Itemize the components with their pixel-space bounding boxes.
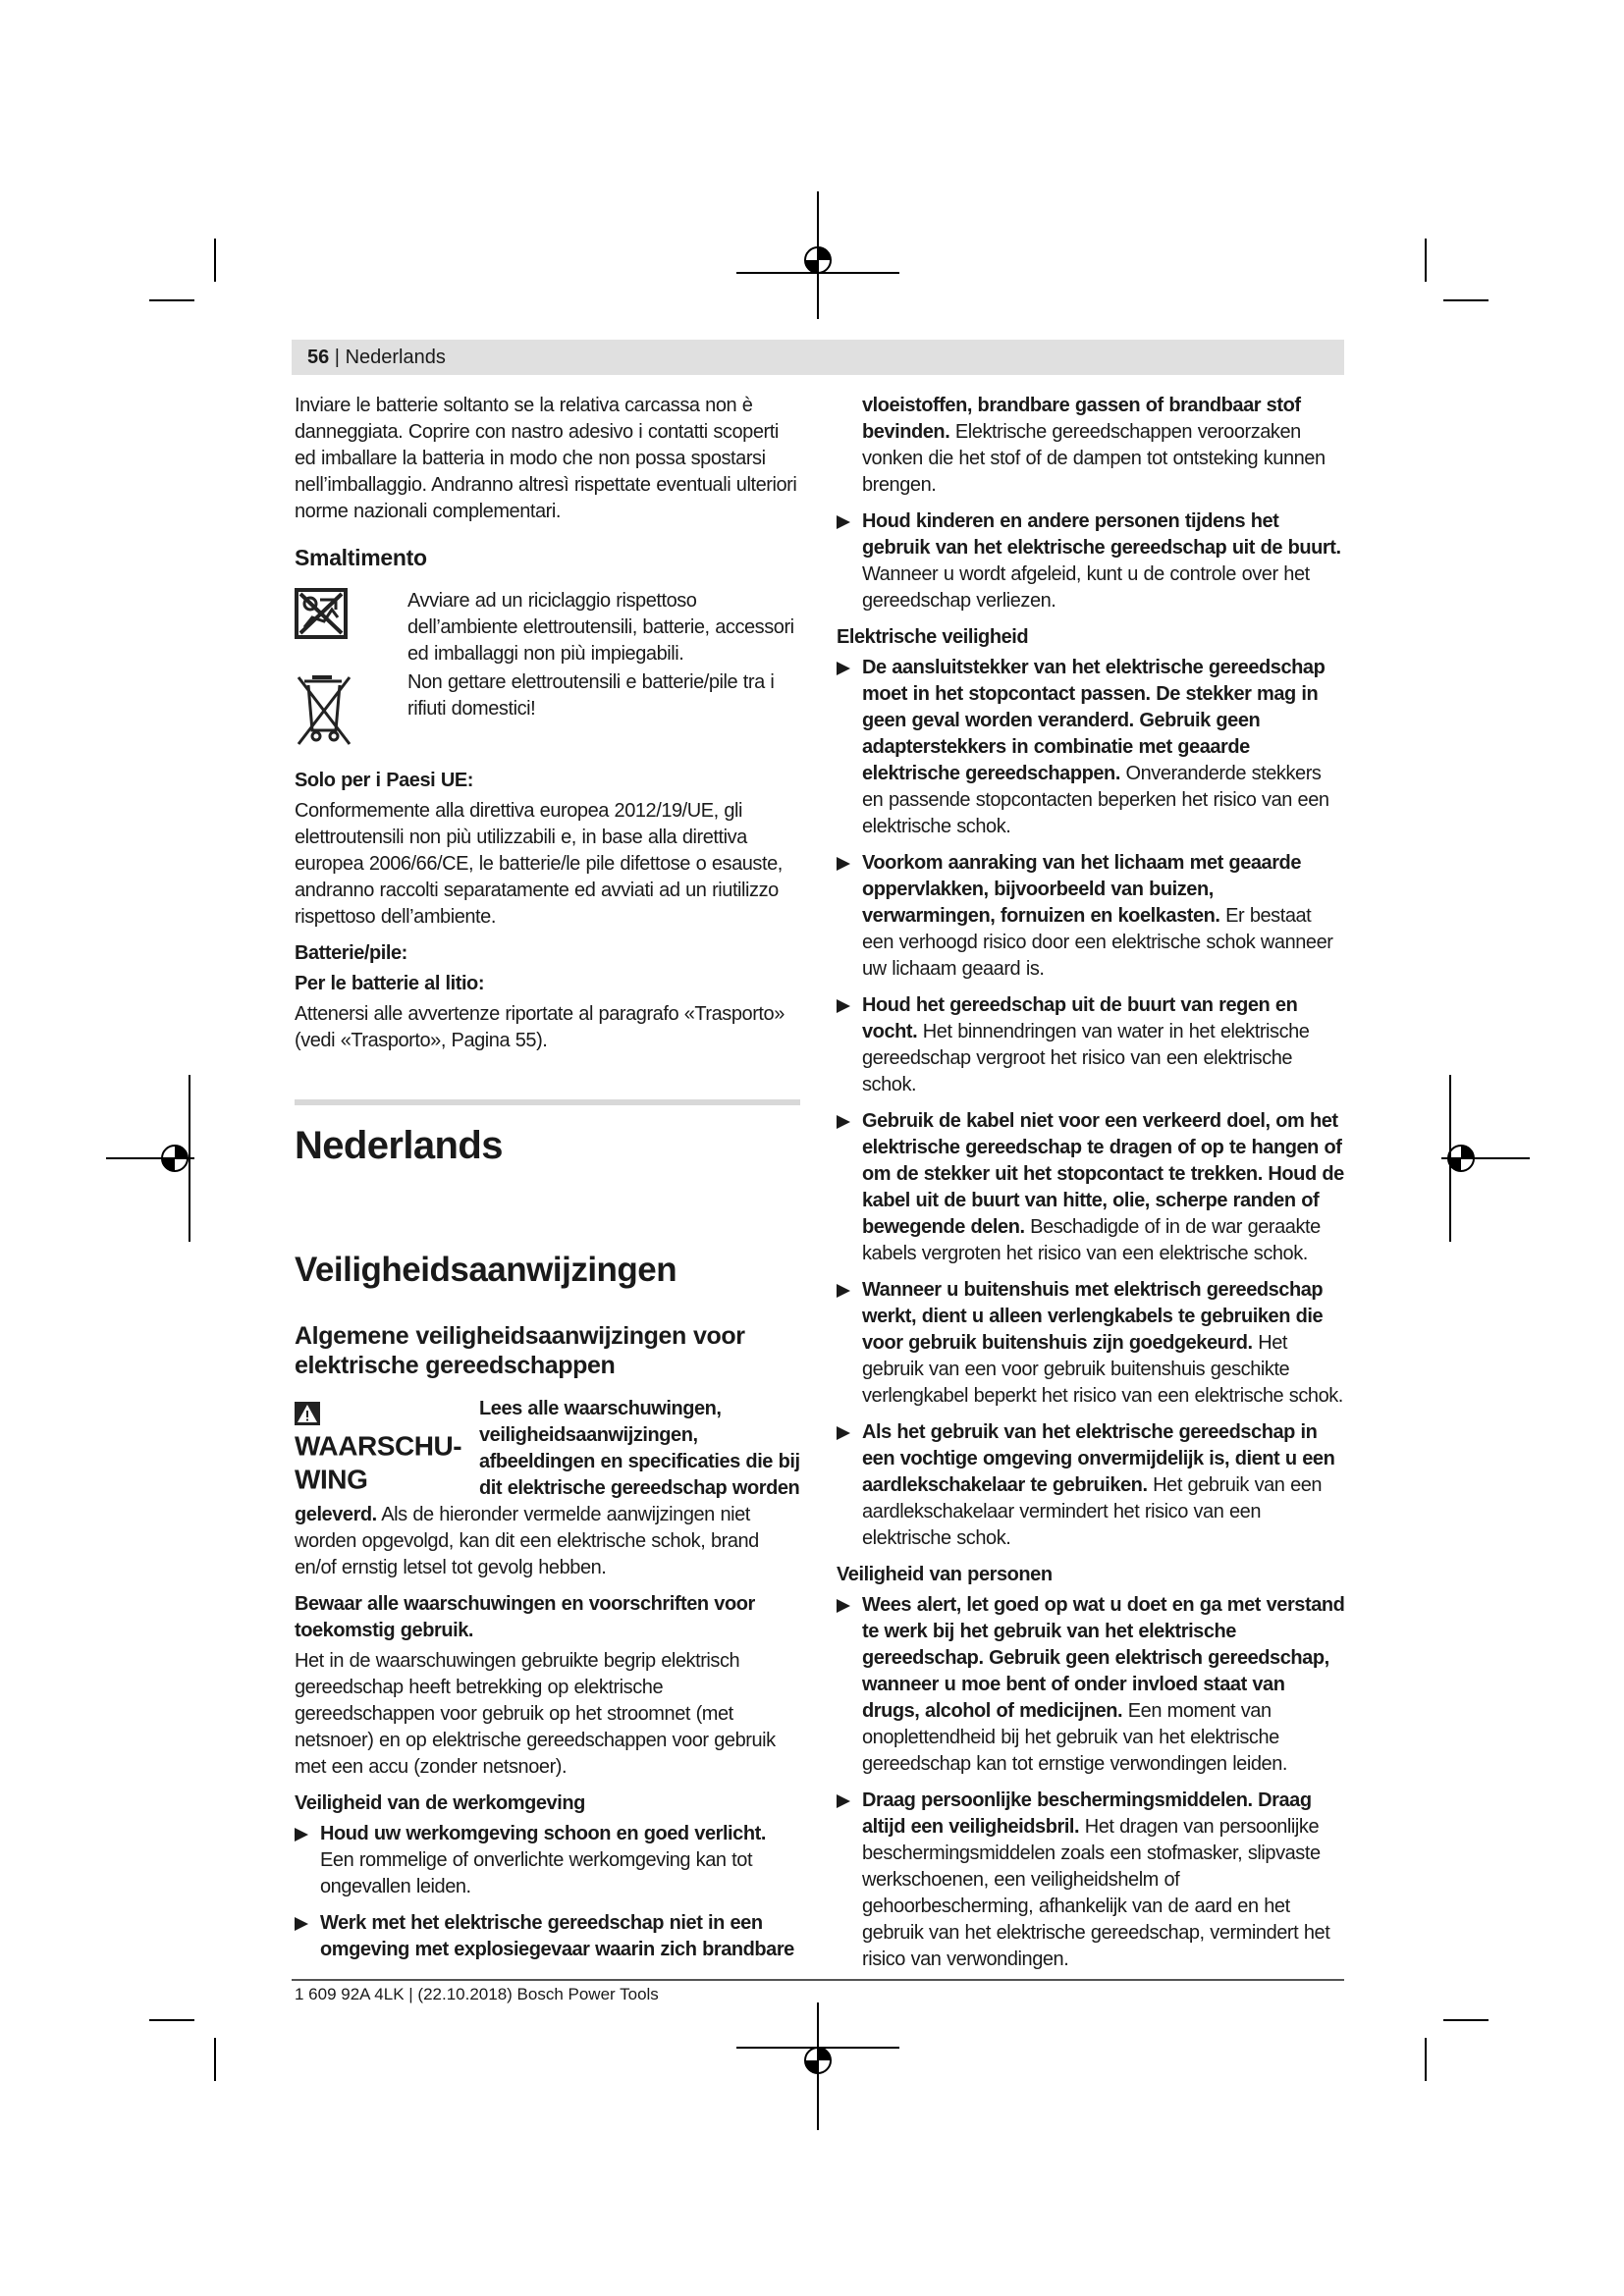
list-item: Wees alert, let goed op wat u doet en ga met verstand te werk bij het gebruik van het elektrische gereedschap. Gebruik geen elektrisch gereedschap, wanneer u moe bent of onder invloed staat van drugs, alcohol of medicijnen. Een moment van onoplettendheid bij het gebruik van het elektrische gereedschap kan tot ernstige verwondingen leiden. <box>837 1592 1347 1778</box>
warning-block <box>295 1396 800 1581</box>
warning-text: Als de hieronder vermelde aanwijzingen niet worden opgevolgd, kan dit een elektrische schok, brand en/of ernstig letsel tot gevolg hebben. <box>295 1504 759 1578</box>
registration-mark-icon <box>736 191 899 319</box>
list-item: Houd kinderen en andere personen tijdens het gebruik van het elektrische gereedschap uit de buurt. Wanneer u wordt afgeleid, kunt u de controle over het gereedschap verliezen. <box>837 508 1347 614</box>
disposal-text-1: Avviare ad un riciclaggio rispettoso dell’ambiente elettroutensili, batterie, accessori ed imballaggi non più impiegabili. <box>407 590 794 665</box>
general-heading: Algemene veiligheidsaanwijzingen voor elektrische gereedschappen <box>295 1322 745 1379</box>
bullet-arrow-icon <box>837 662 850 675</box>
keep-heading: Bewaar alle waarschuwingen en voorschriften voor toekomstig gebruik. <box>295 1593 755 1641</box>
warning-triangle-icon <box>295 1402 320 1425</box>
page-number: 56 <box>307 347 330 368</box>
crop-mark <box>214 2038 216 2081</box>
right-column <box>837 393 1347 1983</box>
eu-paragraph: Conformemente alla direttiva europea 2012/19/UE, gli elettroutensili non più utilizzabili e, in base alla direttiva europea 2006/66/CE, le batterie/le pile difettose o esauste, andranno raccolti separatamente ed avviati ad un riutilizzo rispettoso dell’ambiente. <box>295 800 783 928</box>
electrical-heading: Elektrische veiligheid <box>837 626 1029 648</box>
list-item: Houd het gereedschap uit de buurt van regen en vocht. Het binnendringen van water in het elektrische gereedschap vergroot het risico van een elektrische schok. <box>837 992 1347 1098</box>
crop-mark <box>214 239 216 282</box>
page-footer: 1 609 92A 4LK | (22.10.2018) Bosch Power Tools <box>295 1985 659 2003</box>
term-paragraph: Het in de waarschuwingen gebruikte begrip elektrisch gereedschap heeft betrekking op elektrische gereedschappen voor gebruik op het stroomnet (met netsnoer) en op elektrische gereedschappen voor gebruik met een accu (zonder netsnoer). <box>295 1650 776 1778</box>
registration-mark-icon <box>106 1129 194 1188</box>
intro-paragraph: Inviare le batterie soltanto se la relativa carcassa non è danneggiata. Coprire con nastro adesivo i contatti scoperti ed imballare la batteria in modo che non possa spostarsi nell’imballaggio. Andranno altresì rispettate eventuali ulteriori norme nazionali complementari. <box>295 395 797 522</box>
bullet-arrow-icon <box>295 1917 308 1931</box>
eu-heading: Solo per i Paesi UE: <box>295 770 473 791</box>
bullet-arrow-icon <box>837 1115 850 1129</box>
list-item: De aansluitstekker van het elektrische gereedschap moet in het stopcontact passen. De stekker mag in geen geval worden veranderd. Gebruik geen adapterstekkers in combinatie met geaarde elektrische gereedschappen. Onveranderde stekkers en passende stopcontacten beperken het risico van een elektrische schok. <box>837 655 1347 840</box>
disposal-row-2 <box>295 669 800 756</box>
registration-mark-icon <box>736 2002 899 2130</box>
footer-rule <box>292 1979 1344 1981</box>
crop-mark <box>149 2019 194 2021</box>
bullet-arrow-icon <box>837 1599 850 1613</box>
lithium-paragraph: Attenersi alle avvertenze riportate al paragrafo «Trasporto» (vedi «Trasporto», Pagina 55). <box>295 1003 785 1051</box>
section-divider <box>295 1099 800 1105</box>
crop-mark <box>1425 2038 1427 2081</box>
disposal-text-2: Non gettare elettroutensili e batterie/pile tra i rifiuti domestici! <box>407 671 775 720</box>
crop-mark <box>1425 239 1427 282</box>
header-bar <box>292 340 1344 375</box>
crossed-wheelie-bin-icon <box>295 669 353 748</box>
page-header <box>307 345 446 370</box>
bullet-arrow-icon <box>837 1426 850 1440</box>
personal-heading: Veiligheid van personen <box>837 1564 1053 1585</box>
bullet-arrow-icon <box>837 999 850 1013</box>
list-item: Als het gebruik van het elektrische gereedschap in een vochtige omgeving onvermijdelijk is, dient u een aardlekschakelaar te gebruiken. Het gebruik van een aardlekschakelaar vermindert het risico van een elektrische schok. <box>837 1419 1347 1552</box>
list-item: Draag persoonlijke beschermingsmiddelen. Draag altijd een veiligheidsbril. Het dragen van persoonlijke beschermingsmiddelen zoals een stofmasker, slipvaste werkschoenen, een veiligheidshelm of gehoorbescherming, afhankelijk van de aard en het gebruik van het elektrische gereedschap, vermindert het risico van verwondingen. <box>837 1788 1347 1973</box>
lithium-heading: Per le batterie al litio: <box>295 973 485 994</box>
disposal-row-1 <box>295 588 800 667</box>
list-item: Wanneer u buitenshuis met elektrisch gereedschap werkt, dient u alleen verlengkabels te gebruiken die voor gebruik buitenshuis zijn goedgekeurd. Het gebruik van een voor gebruik buitenshuis geschikte verlengkabel beperkt het risico van een elektrische schok. <box>837 1277 1347 1410</box>
registration-mark-icon <box>1441 1129 1530 1188</box>
bullet-arrow-icon <box>295 1828 308 1842</box>
warning-text-bold: Lees alle waarschuwingen, veiligheidsaanwijzingen, afbeeldingen en specificaties die bij dit elektrische gereedschap worden geleverd. <box>295 1398 800 1525</box>
warning-label <box>295 1398 479 1495</box>
battery-heading: Batterie/pile: <box>295 942 407 964</box>
bullet-arrow-icon <box>837 1794 850 1808</box>
packaging-recycle-icon <box>295 588 348 639</box>
smaltimento-heading: Smaltimento <box>295 545 427 570</box>
bullet-arrow-icon <box>837 857 850 871</box>
list-item: Gebruik de kabel niet voor een verkeerd doel, om het elektrische gereedschap te dragen of op te hangen of om de stekker uit het stopcontact te trekken. Houd de kabel uit de buurt van hitte, olie, scherpe randen of bewegende delen. Beschadigde of in de war geraakte kabels vergroten het risico van een elektrische schok. <box>837 1108 1347 1267</box>
list-item: Houd uw werkomgeving schoon en goed verlicht. Een rommelige of onverlichte werkomgeving kan tot ongevallen leiden. <box>295 1821 800 1900</box>
bullet-arrow-icon <box>837 1284 850 1298</box>
list-item: Voorkom aanraking van het lichaam met geaarde oppervlakken, bijvoorbeeld van buizen, verwarmingen, fornuizen en koelkasten. Er bestaat een verhoogd risico door een elektrische schok wanneer uw lichaam geaard is. <box>837 850 1347 983</box>
safety-title: Veiligheidsaanwijzingen <box>295 1251 677 1289</box>
header-language: Nederlands <box>345 347 446 368</box>
list-item: Werk met het elektrische gereedschap niet in een omgeving met explosiegevaar waarin zich brandbare <box>295 1910 800 1963</box>
crop-mark <box>149 299 194 301</box>
section-title: Nederlands <box>295 1124 503 1167</box>
crop-mark <box>1443 299 1489 301</box>
crop-mark <box>1443 2019 1489 2021</box>
work-area-heading: Veiligheid van de werkomgeving <box>295 1792 585 1814</box>
left-column <box>295 393 800 1973</box>
header-separator: | <box>329 347 346 368</box>
warning-label-text: WAARSCHU-WING <box>295 1430 462 1495</box>
bullet-arrow-icon <box>837 515 850 529</box>
continued-bullet: vloeistoffen, brandbare gassen of brandbaar stof bevinden. Elektrische gereedschappen veroorzaken vonken die het stof of de dampen tot ontsteking kunnen brengen. <box>862 395 1326 496</box>
